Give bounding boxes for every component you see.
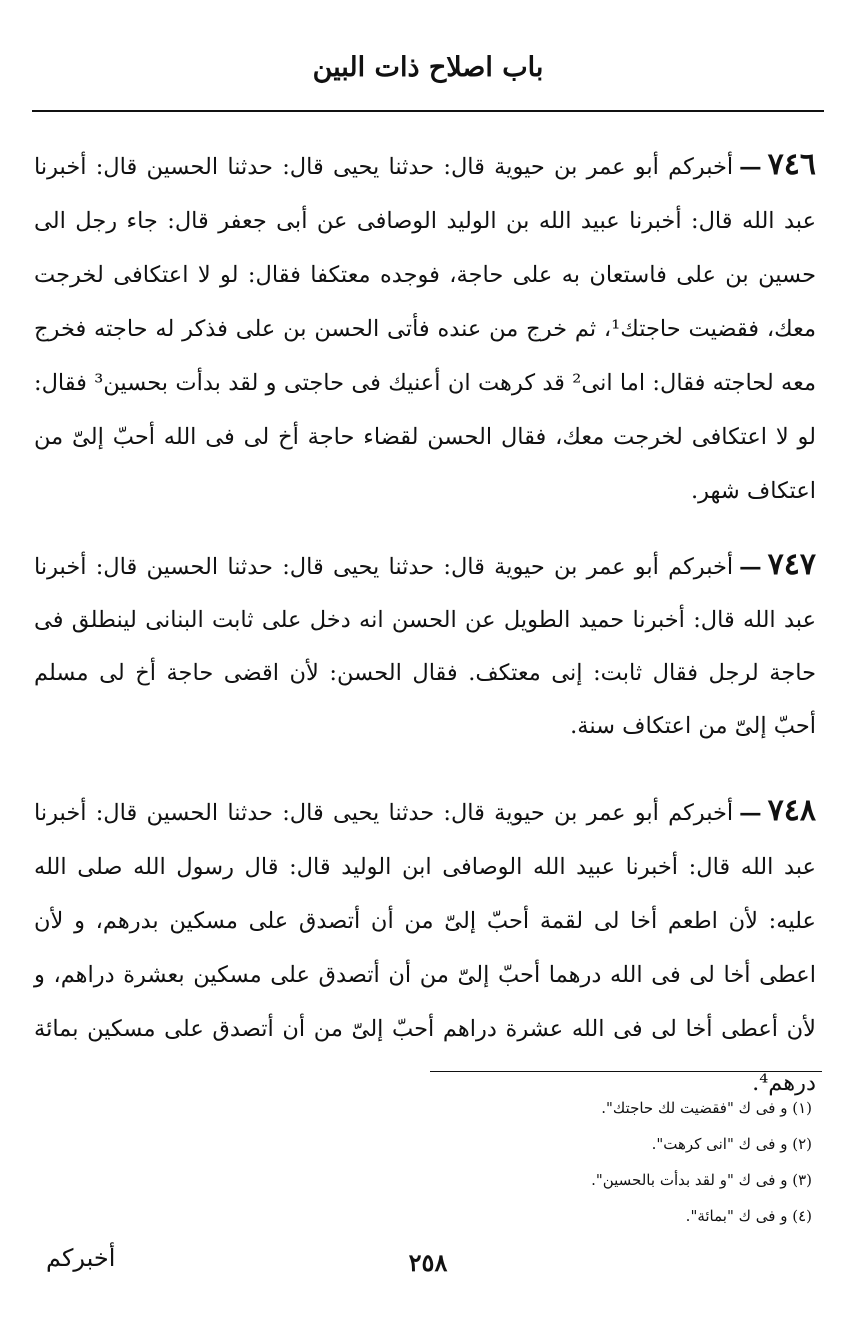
page-number: ٢٥٨ bbox=[408, 1248, 448, 1277]
footnote-divider bbox=[430, 1071, 822, 1072]
footnote: (٢) و فى ك "انى كرهت". bbox=[651, 1135, 812, 1153]
entry-text: أخبركم أبو عمر بن حيوية قال: حدثنا يحيى قال: حدثنا الحسين قال: أخبرنا عبد الله قال: أخبرنا عبيد الله الوصافى ابن الوليد قال: قال رسول الله صلى الله عليه: لأن اطعم أخا لى لقمة أحبّ إلىّ من أن أتصدق على مسكين بدرهم، و لأن اعطى أخا لى فى الله درهما أحبّ إلىّ من أن أتصدق على مسكين بعشرة دراهم، و لأن أعطى أخا لى فى الله عشرة دراهم أحبّ إلىّ من أن أتصدق على مسكين بمائة درهم⁴. bbox=[34, 800, 816, 1096]
entry-paragraph bbox=[34, 538, 816, 753]
footnotes-list bbox=[112, 1090, 812, 1234]
entry-paragraph bbox=[34, 138, 816, 518]
footnote: (٤) و فى ك "بمائة". bbox=[685, 1207, 812, 1225]
header-divider bbox=[32, 110, 824, 112]
hadith-entry-747 bbox=[34, 538, 816, 753]
entry-number: ٧٤٨ bbox=[767, 793, 816, 828]
entry-text: أخبركم أبو عمر بن حيوية قال: حدثنا يحيى قال: حدثنا الحسين قال: أخبرنا عبد الله قال: أخبرنا حميد الطويل عن الحسن انه دخل على ثابت البنانى لينطلق فى حاجة لرجل فقال ثابت: إنى معتكف. فقال الحسن: لأن اقضى حاجة أخ لى مسلم أحبّ إلىّ من اعتكاف سنة. bbox=[34, 554, 816, 739]
entry-text: أخبركم أبو عمر بن حيوية قال: حدثنا يحيى قال: حدثنا الحسين قال: أخبرنا عبد الله قال: أخبرنا عبيد الله بن الوليد الوصافى عن أبى جعفر قال: جاء رجل الى حسين بن على فاستعان به على حاجة، فوجده معتكفا فقال: لو لا اعتكافى لخرجت معك، فقضيت حاجتك¹، ثم خرج من عنده فأتى الحسن بن على فذكر له حاجته فخرج معه لحاجته فقال: اما انى² قد كرهت ان أعنيك فى حاجتى و لقد بدأت بحسين³ فقال: لو لا اعتكافى لخرجت معك، فقال الحسن لقضاء حاجة أخ لى فى الله أحبّ إلىّ من اعتكاف شهر. bbox=[34, 154, 816, 504]
hadith-entry-748 bbox=[34, 784, 816, 1110]
entry-number: ٧٤٧ bbox=[767, 547, 816, 582]
page-header-title: باب اصلاح ذات البين bbox=[312, 52, 544, 83]
footnote: (٣) و فى ك "و لقد بدأت بالحسين". bbox=[591, 1171, 812, 1189]
entry-dash: — bbox=[739, 800, 762, 826]
footnote: (١) و فى ك "فقضيت لك حاجتك". bbox=[601, 1099, 812, 1117]
catchword: أخبركم bbox=[46, 1244, 116, 1272]
entry-number: ٧٤٦ bbox=[767, 147, 816, 182]
entry-dash: — bbox=[739, 154, 762, 180]
hadith-entry-746 bbox=[34, 138, 816, 518]
entry-dash: — bbox=[739, 554, 762, 580]
entry-paragraph bbox=[34, 784, 816, 1110]
